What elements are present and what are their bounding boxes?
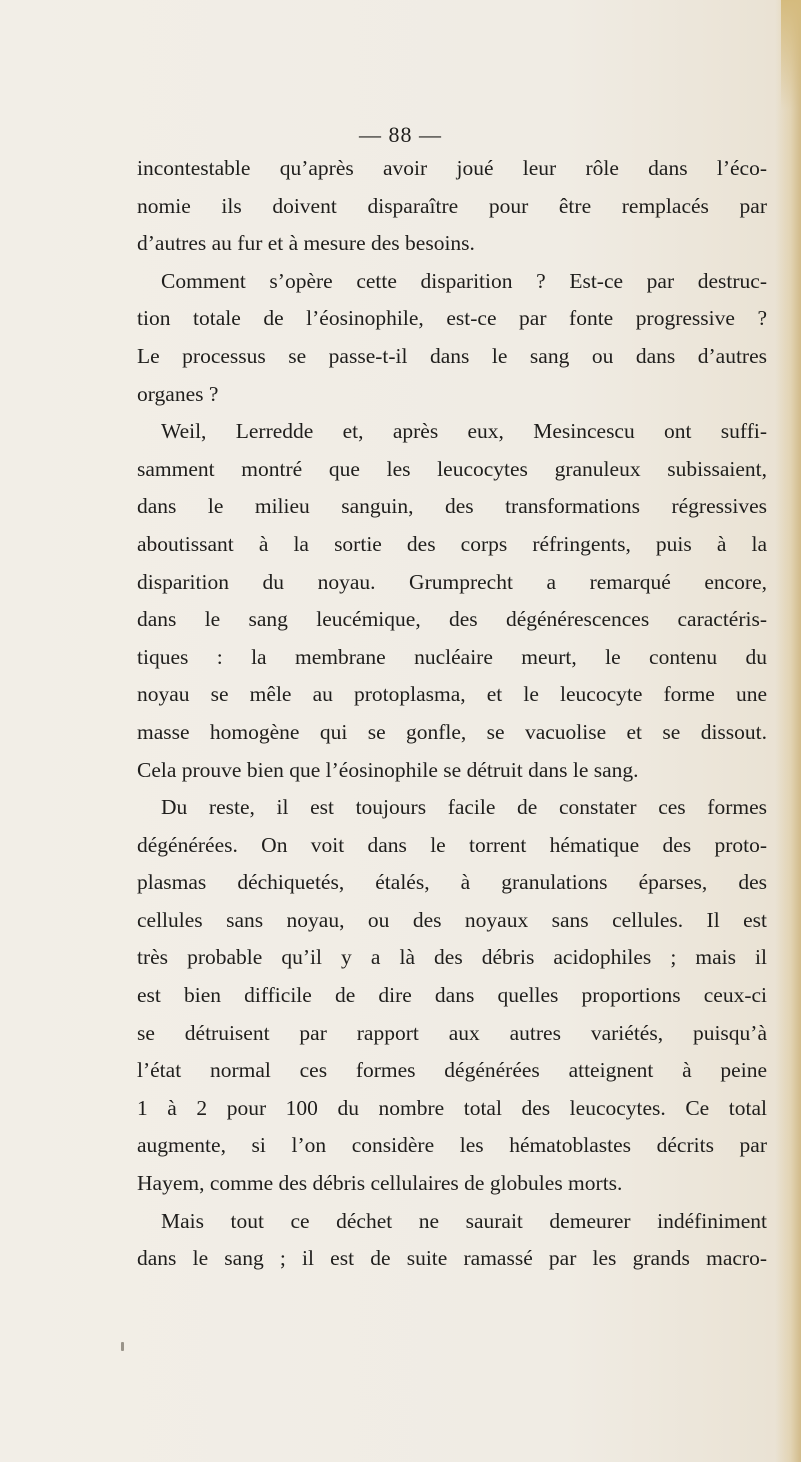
- text-line: dans le sang leucémique, des dégénérescences caractéris-: [137, 607, 767, 632]
- text-line: aboutissant à la sortie des corps réfringents, puis à la: [137, 531, 767, 556]
- text-line: dans le sang ; il est de suite ramassé par les grands macro-: [137, 1246, 767, 1271]
- page-number: — 88 —: [359, 122, 442, 147]
- text-line: augmente, si l’on considère les hématoblastes décrits par: [137, 1133, 767, 1158]
- body-text: [137, 150, 767, 1278]
- text-line: incontestable qu’après avoir joué leur rôle dans l’éco-: [137, 156, 767, 180]
- text-line: Weil, Lerredde et, après eux, Mesincescu ont suffi-: [161, 419, 767, 444]
- text-line: d’autres au fur et à mesure des besoins.: [137, 231, 475, 256]
- text-line: Hayem, comme des débris cellulaires de globules morts.: [137, 1171, 623, 1196]
- text-line: 1 à 2 pour 100 du nombre total des leucocytes. Ce total: [137, 1095, 767, 1120]
- page-edge-shadow: [775, 0, 801, 1462]
- text-line: Du reste, il est toujours facile de constater ces formes: [161, 795, 767, 820]
- text-line: Mais tout ce déchet ne saurait demeurer indéfiniment: [161, 1208, 767, 1233]
- text-line: est bien difficile de dire dans quelles proportions ceux-ci: [137, 983, 767, 1008]
- text-line: se détruisent par rapport aux autres variétés, puisqu’à: [137, 1020, 767, 1045]
- paper-speck: [121, 1342, 124, 1351]
- text-line: dégénérées. On voit dans le torrent hématique des proto-: [137, 832, 767, 857]
- text-line: samment montré que les leucocytes granuleux subissaient,: [137, 456, 767, 481]
- text-line: disparition du noyau. Grumprecht a remarqué encore,: [137, 569, 767, 594]
- text-line: dans le milieu sanguin, des transformations régressives: [137, 494, 767, 519]
- text-line: très probable qu’il y a là des débris acidophiles ; mais il: [137, 945, 767, 970]
- text-line: tiques : la membrane nucléaire meurt, le contenu du: [137, 644, 767, 669]
- text-line: Le processus se passe-t-il dans le sang ou dans d’autres: [137, 343, 767, 368]
- text-line: plasmas déchiquetés, étalés, à granulations éparses, des: [137, 870, 767, 895]
- text-line: Comment s’opère cette disparition ? Est-ce par destruc-: [161, 268, 767, 293]
- text-line: tion totale de l’éosinophile, est-ce par fonte progressive ?: [137, 306, 767, 331]
- page-corner-stain: [781, 0, 801, 110]
- text-line: organes ?: [137, 381, 219, 406]
- text-line: masse homogène qui se gonfle, se vacuolise et se dissout.: [137, 719, 767, 744]
- text-line: Cela prouve bien que l’éosinophile se détruit dans le sang.: [137, 757, 639, 782]
- text-line: nomie ils doivent disparaître pour être remplacés par: [137, 193, 767, 218]
- text-line: noyau se mêle au protoplasma, et le leucocyte forme une: [137, 682, 767, 707]
- text-line: cellules sans noyau, ou des noyaux sans cellules. Il est: [137, 907, 767, 932]
- text-line: l’état normal ces formes dégénérées atteignent à peine: [137, 1058, 767, 1083]
